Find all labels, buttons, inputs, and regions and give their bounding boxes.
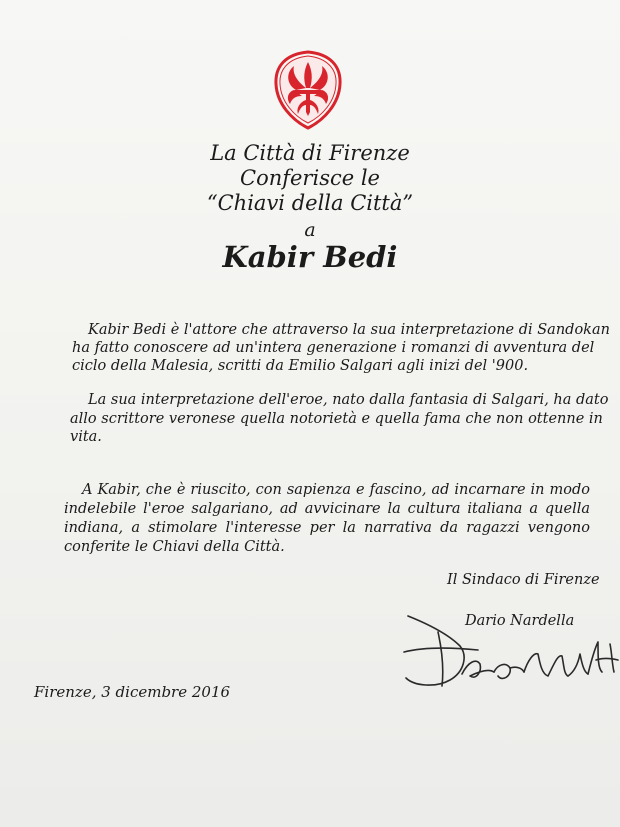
mayor-name: Dario Nardella: [465, 613, 575, 629]
paragraph3-line4: conferite le Chiavi della Città.: [64, 539, 285, 555]
header-keys: “Chiavi della Città”: [206, 191, 414, 215]
place-date: Firenze, 3 dicembre 2016: [34, 683, 231, 701]
paragraph3-line3: indiana, a stimolare l'interesse per la narrativa da ragazzi vengono: [64, 520, 590, 536]
paragraph1-line2: ha fatto conoscere ad un'intera generazione i romanzi di avventura del: [72, 340, 595, 356]
header-confers: Conferisce le: [240, 166, 380, 190]
paragraph1-line1: Kabir Bedi è l'attore che attraverso la sua interpretazione di Sandokan: [88, 322, 610, 338]
paragraph3-line1: A Kabir, che è riuscito, con sapienza e fascino, ad incarnare in modo: [82, 482, 590, 498]
mayor-title: Il Sindaco di Firenze: [447, 572, 600, 588]
paragraph1-line3: ciclo della Malesia, scritti da Emilio Salgari agli inizi del '900.: [72, 358, 529, 374]
recipient-name: Kabir Bedi: [222, 240, 398, 274]
header-to: a: [304, 219, 316, 241]
paragraph2-line3: vita.: [70, 429, 102, 445]
handwritten-signature: [398, 602, 620, 702]
paragraph2-line1: La sua interpretazione dell'eroe, nato dalla fantasia di Salgari, ha dato: [88, 392, 609, 408]
florence-lily-emblem-icon: [272, 48, 344, 130]
header-city: La Città di Firenze: [210, 141, 410, 165]
paragraph2-line2: allo scrittore veronese quella notorietà e quella fama che non ottenne in: [70, 411, 603, 427]
paragraph3-line2: indelebile l'eroe salgariano, ad avvicinare la cultura italiana a quella: [64, 501, 590, 517]
